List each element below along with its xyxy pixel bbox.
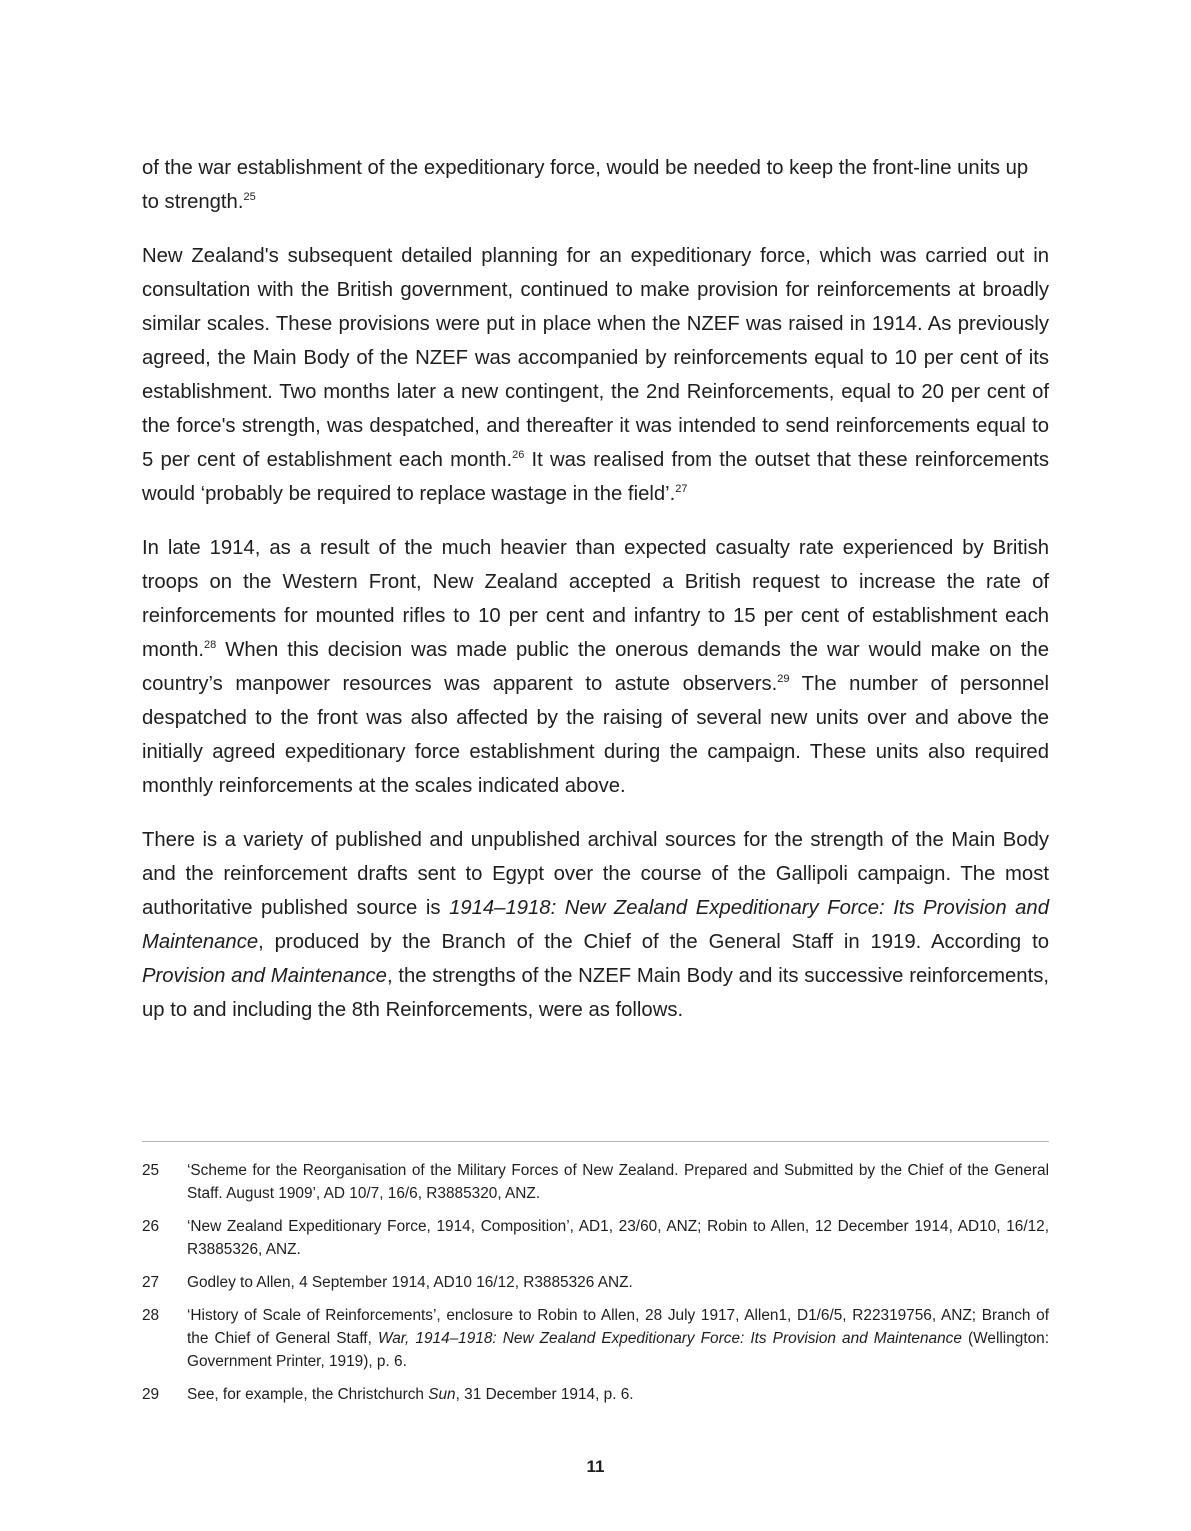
footnote-number: 26 bbox=[142, 1218, 160, 1235]
publication-title: 1914–1918: New Zealand Expeditionary Force: Its Provision and Maintenance bbox=[142, 897, 1049, 953]
footnote-text: ‘Scheme for the Reorganisation of the Military Forces of New Zealand. Prepared and Submitted by the Chief of the General Staff. August 1909’, AD 10/7, 16/6, R3885320, ANZ. bbox=[187, 1162, 1049, 1202]
main-text bbox=[142, 151, 1049, 1047]
paragraph-4-text-a: There is a variety of published and unpublished archival sources for the strength of the Main Body and the reinforcement drafts sent to Egypt over the course of the Gallipoli campaign. The most authoritative published source is bbox=[142, 829, 1049, 919]
footnote-27 bbox=[142, 1271, 1049, 1294]
footnote-divider bbox=[142, 1141, 1049, 1142]
footnote-ref-27[interactable]: 27 bbox=[675, 483, 688, 495]
footnote-ref-29[interactable]: 29 bbox=[777, 673, 790, 685]
footnote-text bbox=[187, 1304, 1049, 1373]
footnote-text bbox=[187, 1383, 1049, 1406]
footnote-text-a: ‘History of Scale of Reinforcements’, enclosure to Robin to Allen, 28 July 1917, Allen1, D1/6/5, R22319756, ANZ; Branch of the Chief of General Staff, bbox=[187, 1307, 1049, 1347]
publication-short-title: Provision and Maintenance bbox=[142, 965, 387, 987]
paragraph-3 bbox=[142, 531, 1049, 803]
footnote-newspaper-title: Sun bbox=[428, 1386, 456, 1403]
footnote-text-b: (Wellington: Government Printer, 1919), p. 6. bbox=[187, 1330, 1049, 1370]
footnotes bbox=[142, 1159, 1049, 1416]
paragraph-3-text-b: When this decision was made public the onerous demands the war would make on the country’s manpower resources was apparent to astute observers. bbox=[142, 639, 1049, 695]
footnote-29 bbox=[142, 1383, 1049, 1406]
footnote-publication-title: War, 1914–1918: New Zealand Expeditionary Force: Its Provision and Maintenance bbox=[377, 1330, 962, 1347]
footnote-ref-28[interactable]: 28 bbox=[204, 639, 217, 651]
footnote-number: 25 bbox=[142, 1162, 160, 1179]
paragraph-2 bbox=[142, 239, 1049, 511]
paragraph-3-text-c: The number of personnel despatched to the front was also affected by the raising of several new units over and above the initially agreed expeditionary force establishment during the campaign. These units also required monthly reinforcements at the scales indicated above. bbox=[142, 673, 1049, 797]
paragraph-1-text: of the war establishment of the expeditionary force, would be needed to keep the front-line units up to strength. bbox=[142, 157, 1029, 213]
footnote-number: 29 bbox=[142, 1386, 160, 1403]
footnote-25 bbox=[142, 1159, 1049, 1205]
footnote-ref-26[interactable]: 26 bbox=[512, 449, 525, 461]
paragraph-4-text-c: , the strengths of the NZEF Main Body and its successive reinforcements, up to and including the 8th Reinforcements, were as follows. bbox=[142, 965, 1050, 1021]
page-number: 11 bbox=[586, 1457, 605, 1476]
footnote-text-a: See, for example, the Christchurch bbox=[187, 1386, 429, 1403]
footnote-26 bbox=[142, 1215, 1049, 1261]
paragraph-4-text-b: , produced by the Branch of the Chief of the General Staff in 1919. According to bbox=[258, 931, 1049, 953]
footnote-text: ‘New Zealand Expeditionary Force, 1914, Composition’, AD1, 23/60, ANZ; Robin to Allen, 12 December 1914, AD10, 16/12, R3885326, ANZ. bbox=[187, 1218, 1049, 1258]
paragraph-2-text-b: It was realised from the outset that these reinforcements would ‘probably be required to replace wastage in the field’. bbox=[142, 449, 1050, 505]
footnote-ref-25[interactable]: 25 bbox=[243, 191, 256, 203]
footnote-number: 28 bbox=[142, 1307, 160, 1324]
footnote-text: Godley to Allen, 4 September 1914, AD10 16/12, R3885326 ANZ. bbox=[187, 1274, 633, 1291]
paragraph-2-text-a: New Zealand's subsequent detailed planning for an expeditionary force, which was carried out in consultation with the British government, continued to make provision for reinforcements at broadly similar scales. These provisions were put in place when the NZEF was raised in 1914. As previously agreed, the Main Body of the NZEF was accompanied by reinforcements equal to 10 per cent of its establishment. Two months later a new contingent, the 2nd Reinforcements, equal to 20 per cent of the force's strength, was despatched, and thereafter it was intended to send reinforcements equal to 5 per cent of establishment each month. bbox=[142, 245, 1049, 471]
footnote-number: 27 bbox=[142, 1274, 160, 1291]
paragraph-3-text-a: In late 1914, as a result of the much heavier than expected casualty rate experienced by British troops on the Western Front, New Zealand accepted a British request to increase the rate of reinforcements for mounted rifles to 10 per cent and infantry to 15 per cent of establishment each month. bbox=[142, 537, 1049, 661]
paragraph-1 bbox=[142, 151, 1049, 219]
footnote-text-b: , 31 December 1914, p. 6. bbox=[455, 1386, 634, 1403]
paragraph-4 bbox=[142, 823, 1049, 1027]
footnote-28 bbox=[142, 1304, 1049, 1373]
